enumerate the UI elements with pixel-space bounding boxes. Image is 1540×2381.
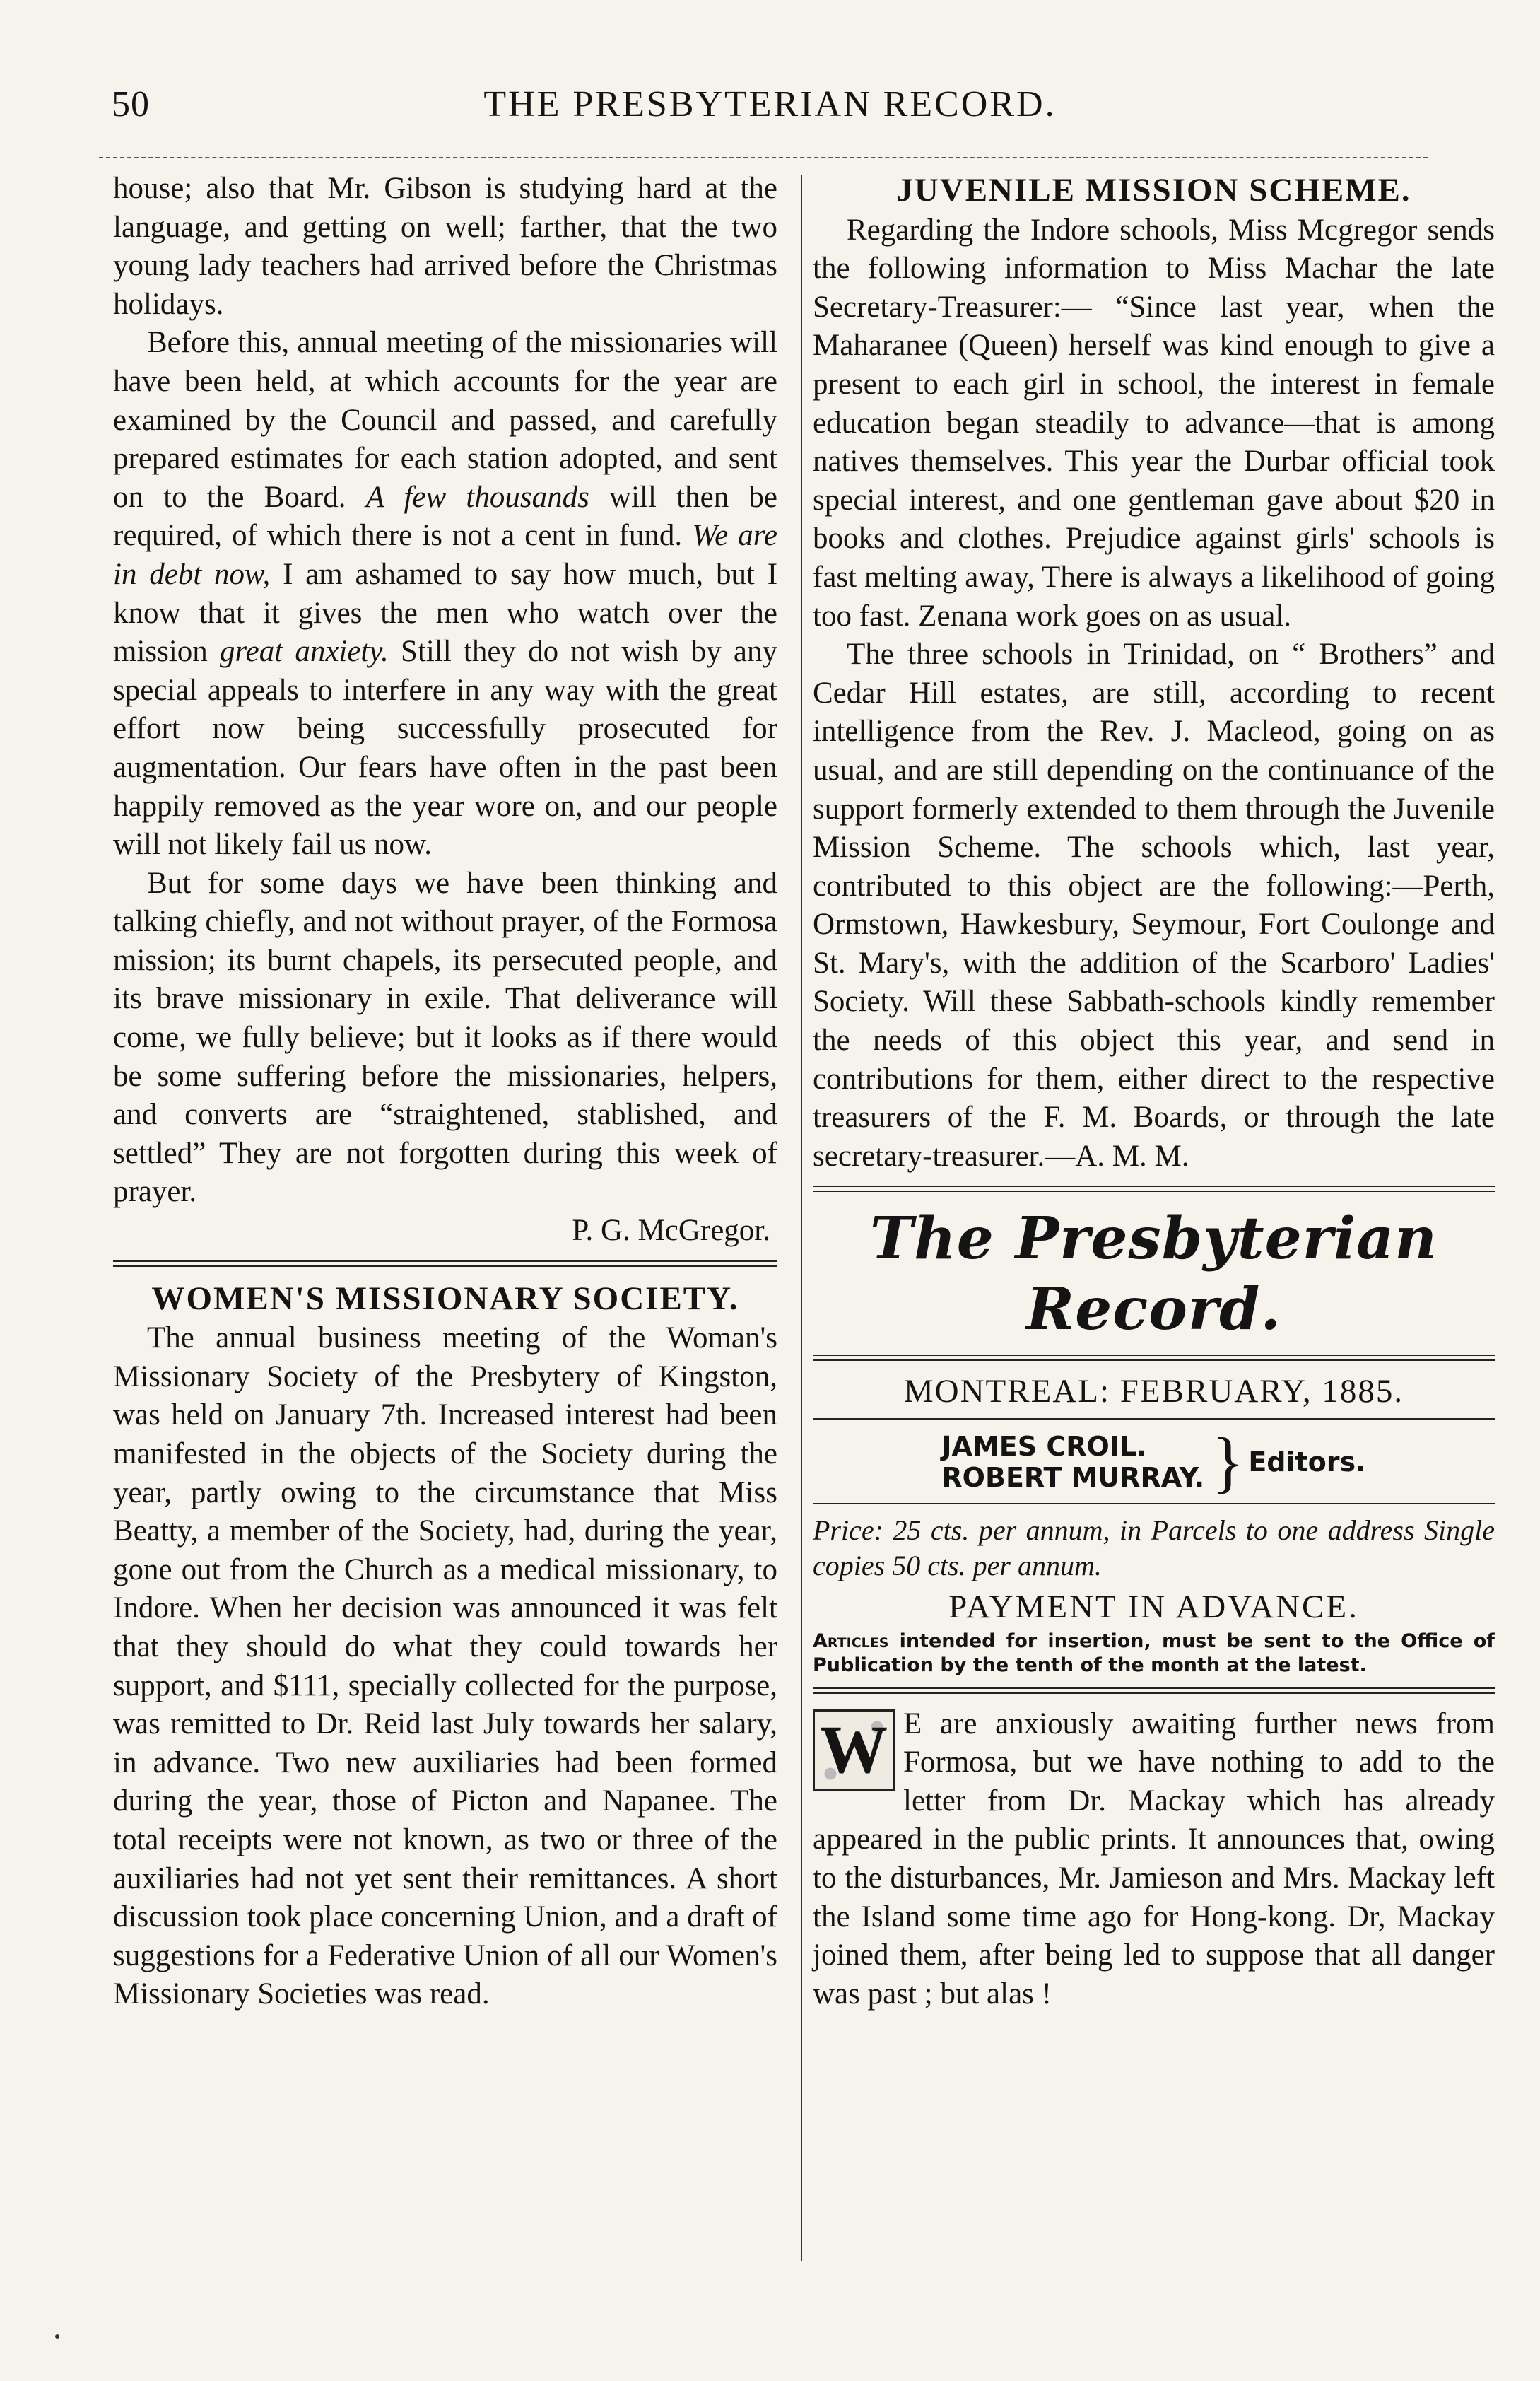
editor-name-2: ROBERT MURRAY. [941, 1462, 1205, 1494]
signature: P. G. McGregor. [572, 1214, 770, 1248]
womens-society-heading: WOMEN'S MISSIONARY SOCIETY. [151, 1280, 739, 1317]
dateline-rule [813, 1418, 1495, 1420]
juvenile-paragraph-2: The three schools in Trinidad, on “ Brothers” and Cedar Hill estates, are still, according to recent intelligence from the Rev. J. Macleod, going on as usual, and are still depending on the continuance of the support formerly extended to them through the Juvenile Mission Scheme. The schools which, last year, contributed to this object are the following:—Perth, Ormstown, Hawkesbury, Seymour, Fort Coulonge and St. Mary's, with the addition of the Scarboro' Ladies' Society. Will these Sabbath-schools kindly remember the needs of this object this year, and send in contributions for them, either direct to the respective treasurers of the F. M. Boards, or through the late secretary-treasurer.—A. M. M. [813, 638, 1495, 1173]
editors-rule [813, 1503, 1495, 1504]
para2-emphasis-1: A few thousands [365, 480, 589, 514]
para2-text-c: I am ashamed to say how much, but I know that it gives the men who watch over the mission [113, 557, 778, 669]
editorial-rule [813, 1687, 1495, 1694]
running-head: THE PRESBYTERIAN RECORD. [483, 84, 1057, 124]
letter-paragraph-2 [113, 324, 777, 864]
editorial-text: E are anxiously awaiting further news from Formosa, but we have nothing to add to the letter from Dr. Mackay which has already appeared in the public prints. It announces that, owing to the disturbances, Mr. Jamieson and Mrs. Mackay left the Island some time ago for Hong-kong. Dr, Mackay joined them, after being led to suppose that all danger was past ; but alas ! [813, 1707, 1495, 2011]
articles-note [813, 1630, 1495, 1678]
header-rule [99, 157, 1428, 158]
editorial [813, 1705, 1495, 2014]
para2-emphasis-3: great anxiety. [219, 635, 389, 669]
editor-names [941, 1431, 1204, 1493]
price-text: 25 cts. per annum, in Parcels to one address Single copies 50 cts. per annum. [813, 1514, 1495, 1582]
para2-text-b: will then be required, of which there is not a cent in fund. [113, 480, 778, 553]
editor-name-1: JAMES CROIL. [941, 1431, 1147, 1463]
left-column [113, 170, 777, 2014]
price-label: Price: [813, 1514, 883, 1547]
dateline: MONTREAL: FEBRUARY, 1885. [903, 1373, 1404, 1410]
right-column [813, 170, 1495, 2013]
articles-lead: Articles [813, 1630, 889, 1652]
juvenile-paragraph-1: Regarding the Indore schools, Miss Mcgregor sends the following information to Miss Machar the late Secretary-Treasurer:— “Since last year, when the Maharanee (Queen) herself was kind enough to give a present to each girl in school, the interest in female education began steadily to advance—that is among natives themselves. This year the Durbar official took special interest, and one gentleman gave about $20 in books and clothes. Prejudice against girls' schools is fast melting away, There is always a likelihood of going too fast. Zenana work goes on as usual. [813, 213, 1495, 633]
masthead: The Presbyterian Record. [870, 1205, 1438, 1344]
column-divider [801, 175, 802, 2261]
section-rule [113, 1260, 777, 1267]
margin-mark [55, 2334, 59, 2339]
masthead-rule-top [813, 1186, 1495, 1192]
masthead-rule-bottom [813, 1355, 1495, 1361]
page-number: 50 [112, 84, 150, 124]
editors-block [813, 1424, 1495, 1500]
para2-emphasis-2: We are in debt now, [113, 519, 778, 591]
ornamental-initial-icon: W [813, 1709, 895, 1791]
articles-note-text: intended for insertion, must be sent to the Office of Publication by the tenth of the month at the latest. [813, 1630, 1495, 1676]
womens-society-body: The annual business meeting of the Woman's Missionary Society of the Presbytery of Kingston, was held on January 7th. Increased interest had been manifested in the objects of the Society during the year, partly owing to the circumstance that Miss Beatty, a member of the Society, had, during the year, gone out from the Church as a medical missionary, to Indore. When her decision was announced it was felt that they should do what they could towards her support, and $111, specially collected for the purpose, was remitted to Dr. Reid last July towards her salary, in advance. Two new auxiliaries had been formed during the year, those of Picton and Napanee. The total receipts were not known, as two or three of the auxiliaries had not yet sent their remittances. A short discussion took place concerning Union, and a draft of suggestions for a Federative Union of all our Women's Missionary Societies was read. [113, 1321, 777, 2011]
juvenile-heading: JUVENILE MISSION SCHEME. [896, 172, 1411, 209]
payment-heading: PAYMENT IN ADVANCE. [948, 1589, 1359, 1626]
letter-paragraph-1: house; also that Mr. Gibson is studying hard at the language, and getting on well; farther, that the two young lady teachers had arrived before the Christmas holidays. [113, 172, 777, 321]
letter-paragraph-3: But for some days we have been thinking and talking chiefly, and not without prayer, of the Formosa mission; its burnt chapels, its persecuted people, and its brave missionary in exile. That deliverance will come, we fully believe; but it looks as if there would be some suffering before the missionaries, helpers, and converts are “straightened, stablished, and settled” They are not forgotten during this week of prayer. [113, 866, 777, 1209]
para2-text-a: Before this, annual meeting of the missionaries will have been held, at which accounts for the year are examined by the Council and passed, and carefully prepared estimates for each station adopted, and sent on to the Board. [113, 326, 777, 514]
price-line [813, 1513, 1495, 1584]
brace-icon: } [1211, 1424, 1245, 1500]
editors-label: Editors. [1248, 1446, 1366, 1478]
para2-text-d: Still they do not wish by any special appeals to interfere in any way with the great effort now being successfully prosecuted for augmentation. Our fears have often in the past been happily removed as the year wore on, and our people will not likely fail us now. [113, 635, 778, 862]
signature-line [113, 1212, 777, 1251]
